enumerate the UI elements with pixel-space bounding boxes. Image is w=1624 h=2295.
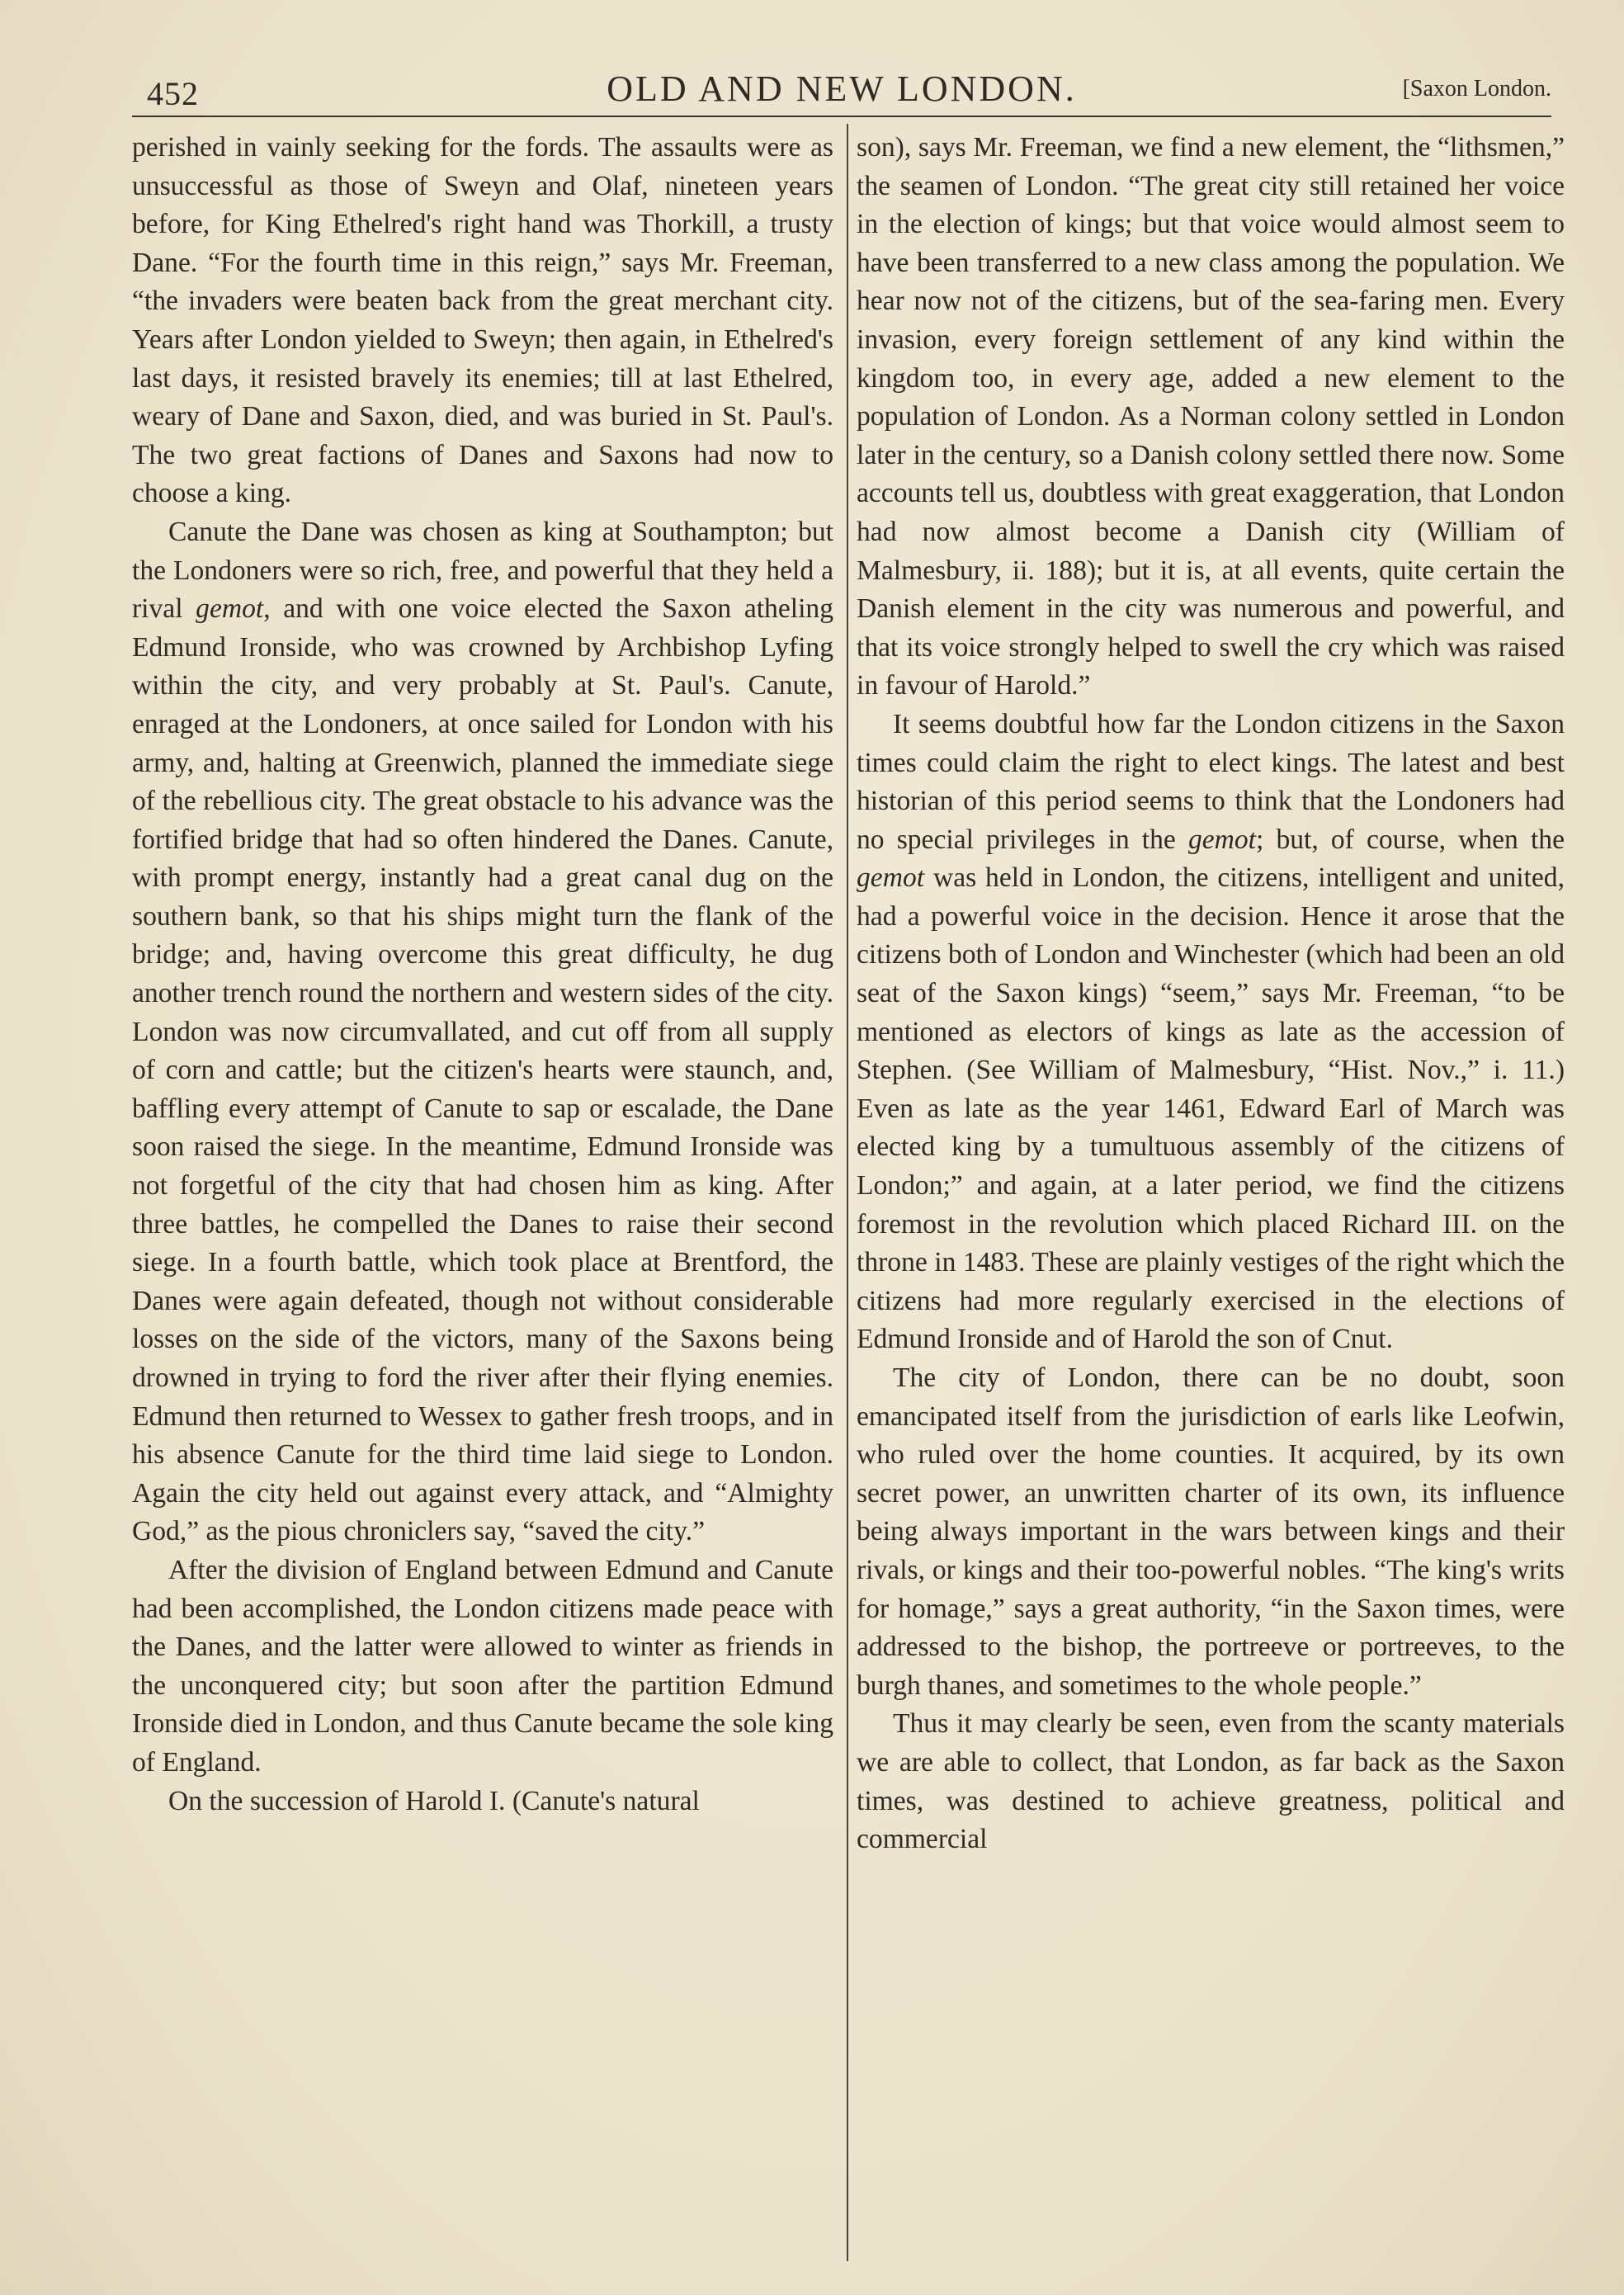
left-paragraph-1: perished in vainly seeking for the fords. The assaults were as unsuccessful as those of Sweyn and Olaf, nineteen years before, for King Ethelred's right hand was Thorkill, a trusty Dane. “For the fourth time in this reign,” says Mr. Freeman, “the invaders were beaten back from the great merchant city. Years after London yielded to Sweyn; then again, in Ethelred's last days, it resisted bravely its enemies; till at last Ethelred, weary of Dane and Saxon, died, and was buried in St. Paul's. The two great factions of Danes and Saxons had now to choose a king.: [132, 132, 833, 509]
right-paragraph-2: [857, 706, 1565, 1359]
page-header: [132, 59, 1551, 117]
left-column: [132, 129, 833, 1820]
left-paragraph-4: On the succession of Harold I. (Canute's natural: [168, 1785, 700, 1816]
gemot-term: gemot: [857, 862, 925, 894]
section-label: [Saxon London.: [1402, 76, 1551, 102]
right-column: [857, 129, 1565, 1859]
right-paragraph-2-text-c: was held in London, the citizens, intelligent and united, had a powerful voice in the decision. Hence it arose that the citizens both of London and Winchester (which had been an old seat of the Saxon kings) “seem,” says Mr. Freeman, “to be mentioned as electors of kings as late as the accession of Stephen. (See William of Malmesbury, “Hist. Nov.,” i. 11.) Even as late as the year 1461, Edward Earl of March was elected king by a tumultuous assembly of the citizens of London;” and again, at a later period, we find the citizens foremost in the revolution which placed Richard III. on the throne in 1483. These are plainly vestiges of the right which the citizens had more regularly exercised in the elections of Edmund Ironside and of Harold the son of Cnut.: [857, 862, 1565, 1355]
right-paragraph-2-text-b: ; but, of course, when the: [1256, 824, 1565, 855]
gemot-term: gemot: [1187, 824, 1257, 855]
running-title: OLD AND NEW LONDON.: [607, 68, 1077, 109]
page-number: 452: [147, 75, 199, 112]
left-paragraph-3: After the division of England between Edmund and Canute had been accomplished, the London citizens made peace with the Danes, and the latter were allowed to winter as friends in the unconquered city; but soon after the partition Edmund Ironside died in London, and thus Canute became the sole king of England.: [132, 1554, 833, 1778]
left-paragraph-2: [132, 513, 833, 1551]
gemot-term: gemot: [196, 593, 264, 625]
right-paragraph-1: son), says Mr. Freeman, we find a new element, the “lithsmen,” the seamen of London. “The great city still retained her voice in the election of kings; but that voice would almost seem to have been transferred to a new class among the population. We hear now not of the citizens, but of the sea-faring men. Every invasion, every foreign settlement of any kind within the kingdom too, in every age, added a new element to the population of London. As a Norman colony settled in London later in the century, so a Danish colony settled there now. Some accounts tell us, doubtless with great exaggeration, that London had now almost become a Danish city (William of Malmesbury, ii. 188); but it is, at all events, quite certain the Danish element in the city was numerous and powerful, and that its voice strongly helped to swell the cry which was raised in favour of Harold.”: [857, 132, 1565, 701]
column-divider: [847, 124, 848, 2261]
right-paragraph-2-text-a: It seems doubtful how far the London citizens in the Saxon times could claim the right to elect kings. The latest and best historian of this period seems to think that the Londoners had no special privileges in the: [857, 708, 1565, 855]
right-paragraph-4: Thus it may clearly be seen, even from the scanty materials we are able to collect, that London, as far back as the Saxon times, was destined to achieve greatness, political and commercial: [857, 1708, 1565, 1855]
header-rule: [132, 116, 1551, 117]
right-paragraph-3: The city of London, there can be no doubt, soon emancipated itself from the jurisdiction of earls like Leofwin, who ruled over the home counties. It acquired, by its own secret power, an unwritten charter of its own, its influence being always important in the wars between kings and their rivals, or kings and their too-powerful nobles. “The king's writs for homage,” says a great authority, “in the Saxon times, were addressed to the bishop, the portreeve or portreeves, to the burgh thanes, and sometimes to the whole people.”: [857, 1362, 1565, 1701]
left-paragraph-2-text-b: , and with one voice elected the Saxon atheling Edmund Ironside, who was crowned by Archbishop Lyfing within the city, and very probably at St. Paul's. Canute, enraged at the Londoners, at once sailed for London with his army, and, halting at Greenwich, planned the immediate siege of the rebellious city. The great obstacle to his advance was the fortified bridge that had so often hindered the Danes. Canute, with prompt energy, instantly had a great canal dug on the southern bank, so that his ships might turn the flank of the bridge; and, having overcome this great difficulty, he dug another trench round the northern and western sides of the city. London was now circumvallated, and cut off from all supply of corn and cattle; but the citizen's hearts were staunch, and, baffling every attempt of Canute to sap or escalade, the Dane soon raised the siege. In the meantime, Edmund Ironside was not forgetful of the city that had chosen him as king. After three battles, he compelled the Danes to raise their second siege. In a fourth battle, which took place at Brentford, the Danes were again defeated, though not without considerable losses on the side of the victors, many of the Saxons being drowned in trying to ford the river after their flying enemies. Edmund then returned to Wessex to gather fresh troops, and in his absence Canute for the third time laid siege to London. Again the city held out against every attack, and “Almighty God,” as the pious chroniclers say, “saved the city.”: [132, 593, 833, 1547]
left-paragraph-2-text-a: Canute the Dane was chosen as king at Southampton; but the Londoners were so rich, free, and powerful that they held a rival: [132, 516, 833, 625]
